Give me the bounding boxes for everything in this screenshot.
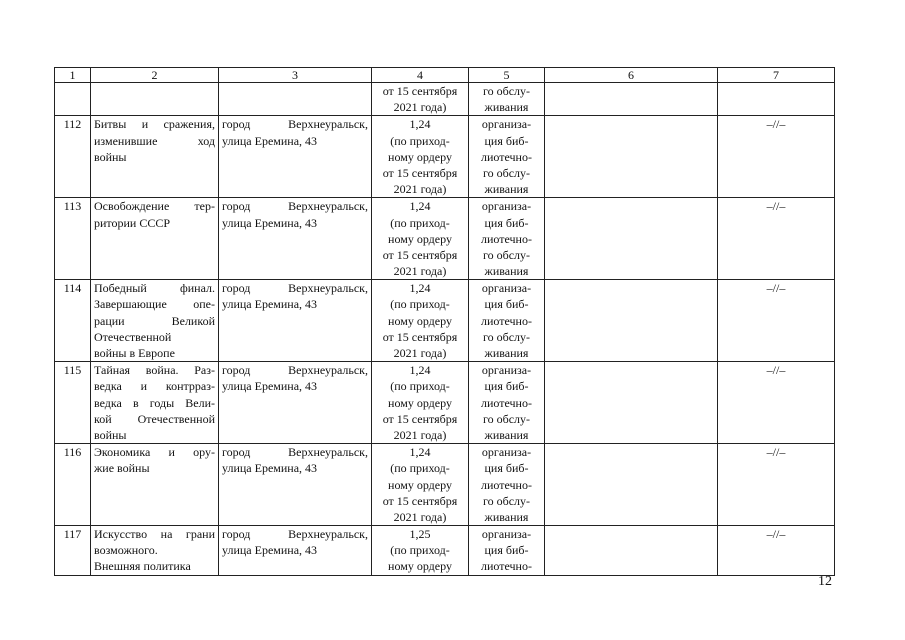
cell-line: ному ордеру (388, 231, 452, 246)
cell-line: 1,24 (409, 117, 431, 132)
basis-cell (469, 526, 545, 576)
cell-line: го обслу- (482, 411, 531, 426)
cell-line: улица Еремина, 43 (222, 461, 318, 476)
header-row (55, 68, 835, 83)
cost-cell (372, 526, 469, 576)
address (219, 362, 372, 444)
column-header-5: 5 (469, 68, 545, 83)
basis-cell (469, 116, 545, 198)
cell-line: ция биб- (484, 379, 529, 394)
address (219, 83, 372, 116)
cell-line: ному ордеру (388, 395, 452, 410)
cell-line: улица Еремина, 43 (222, 133, 318, 148)
exhibition-name (91, 526, 219, 576)
cell-line: организа- (481, 363, 532, 378)
cell-line: (по приход- (390, 379, 450, 394)
cell-line: ному ордеру (388, 559, 452, 574)
address (219, 526, 372, 576)
cell-line: го обслу- (482, 329, 531, 344)
cell-line: город Верхнеуральск, (222, 117, 368, 132)
cell-line: город Верхнеуральск, (222, 199, 368, 214)
cell-line: ному ордеру (388, 149, 452, 164)
cell-line: Освобождение тер- (94, 199, 215, 214)
cell-line: 2021 года) (393, 100, 447, 115)
cell-line: лиотечно- (481, 149, 532, 164)
cell-line: 1,24 (409, 199, 431, 214)
exhibition-name (91, 444, 219, 526)
cell-line: го обслу- (482, 493, 531, 508)
document-table (54, 67, 835, 576)
cell-line: город Верхнеуральск, (222, 527, 368, 542)
row-number: 113 (55, 198, 91, 280)
address (219, 444, 372, 526)
column-6-cell (545, 362, 718, 444)
row-number: 114 (55, 280, 91, 362)
cell-line: Победный финал. (94, 281, 215, 296)
cell-line: организа- (481, 117, 532, 132)
table-row (55, 526, 835, 576)
cell-line: ному ордеру (388, 313, 452, 328)
cell-line: (по приход- (390, 543, 450, 558)
column-6-cell (545, 280, 718, 362)
cell-line: от 15 сентября (382, 493, 458, 508)
cell-line: го обслу- (482, 247, 531, 262)
cell-line: организа- (481, 199, 532, 214)
cell-line: город Верхнеуральск, (222, 445, 368, 460)
basis-cell (469, 83, 545, 116)
column-header-2: 2 (91, 68, 219, 83)
cell-line: лиотечно- (481, 395, 532, 410)
exhibition-name (91, 116, 219, 198)
cell-line: 1,24 (409, 281, 431, 296)
cell-line: ритории СССР (94, 215, 171, 230)
cell-line: 2021 года) (393, 264, 447, 279)
cell-line: живания (484, 264, 529, 279)
table-row (55, 362, 835, 444)
column-header-4: 4 (372, 68, 469, 83)
cell-line: (по приход- (390, 133, 450, 148)
cell-line: ция биб- (484, 133, 529, 148)
cell-line: рации Великой (94, 313, 215, 328)
cell-line: от 15 сентября (382, 165, 458, 180)
exhibition-name (91, 362, 219, 444)
cell-line: организа- (481, 527, 532, 542)
basis-cell (469, 280, 545, 362)
cell-line: го обслу- (482, 84, 531, 98)
cell-line: от 15 сентября (382, 247, 458, 262)
cell-line: ведка и контрраз- (94, 379, 215, 394)
cell-line: Отечественной (94, 329, 172, 344)
column-6-cell (545, 526, 718, 576)
column-header-7: 7 (718, 68, 835, 83)
column-7-cell: –//– (718, 116, 835, 198)
cell-line: изменившие ход (94, 133, 215, 148)
table-row (55, 116, 835, 198)
cell-line: от 15 сентября (382, 329, 458, 344)
cell-line: Тайная война. Раз- (94, 363, 215, 378)
row-number: 115 (55, 362, 91, 444)
column-7-cell (718, 83, 835, 116)
table-body (55, 68, 835, 576)
table-row (55, 280, 835, 362)
cell-line: организа- (481, 281, 532, 296)
cell-line: живания (484, 427, 529, 442)
cell-line: 2021 года) (393, 427, 447, 442)
column-7-cell: –//– (718, 198, 835, 280)
column-header-6: 6 (545, 68, 718, 83)
cell-line: улица Еремина, 43 (222, 379, 318, 394)
cell-line: ция биб- (484, 215, 529, 230)
cell-line: (по приход- (390, 461, 450, 476)
exhibition-name (91, 280, 219, 362)
cell-line: (по приход- (390, 215, 450, 230)
cell-line: войны в Европе (94, 346, 175, 360)
cell-line: живания (484, 100, 529, 115)
column-6-cell (545, 116, 718, 198)
table-row (55, 198, 835, 280)
cell-line: (по приход- (390, 297, 450, 312)
cell-line: Завершающие опе- (94, 297, 215, 312)
cell-line: кой Отечественной (94, 411, 215, 426)
cell-line: Искусство на грани (94, 527, 215, 542)
cell-line: лиотечно- (481, 231, 532, 246)
column-6-cell (545, 444, 718, 526)
cost-cell (372, 444, 469, 526)
address (219, 280, 372, 362)
address (219, 198, 372, 280)
exhibition-name (91, 83, 219, 116)
table-row (55, 83, 835, 116)
cell-line: живания (484, 509, 529, 524)
cell-line: от 15 сентября (382, 84, 458, 98)
cell-line: го обслу- (482, 165, 531, 180)
column-7-cell: –//– (718, 362, 835, 444)
cell-line: 1,24 (409, 445, 431, 460)
cell-line: жие войны (94, 461, 150, 476)
cell-line: улица Еремина, 43 (222, 215, 318, 230)
cost-cell (372, 362, 469, 444)
row-number: 112 (55, 116, 91, 198)
cell-line: войны (94, 149, 127, 164)
cell-line: лиотечно- (481, 313, 532, 328)
cell-line: город Верхнеуральск, (222, 363, 368, 378)
cell-line: возможного. (94, 543, 158, 558)
cell-line: Внешняя политика (94, 559, 191, 574)
cell-line: 2021 года) (393, 509, 447, 524)
column-7-cell: –//– (718, 444, 835, 526)
column-7-cell: –//– (718, 526, 835, 576)
row-number (55, 83, 91, 116)
cell-line: 2021 года) (393, 182, 447, 197)
cell-line: от 15 сентября (382, 411, 458, 426)
basis-cell (469, 198, 545, 280)
cell-line: живания (484, 346, 529, 360)
column-7-cell: –//– (718, 280, 835, 362)
cell-line: улица Еремина, 43 (222, 543, 318, 558)
cost-cell (372, 116, 469, 198)
exhibition-name (91, 198, 219, 280)
cost-cell (372, 280, 469, 362)
cell-line: город Верхнеуральск, (222, 281, 368, 296)
cell-line: ведка в годы Вели- (94, 395, 215, 410)
cost-cell (372, 83, 469, 116)
cell-line: ция биб- (484, 297, 529, 312)
basis-cell (469, 444, 545, 526)
cell-line: лиотечно- (481, 477, 532, 492)
cell-line: ция биб- (484, 543, 529, 558)
column-6-cell (545, 83, 718, 116)
cell-line: 1,24 (409, 363, 431, 378)
address (219, 116, 372, 198)
cell-line: живания (484, 182, 529, 197)
cell-line: ному ордеру (388, 477, 452, 492)
cell-line: 1,25 (409, 527, 431, 542)
cell-line: лиотечно- (481, 559, 532, 574)
column-header-3: 3 (219, 68, 372, 83)
cell-line: организа- (481, 445, 532, 460)
cell-line: Битвы и сражения, (94, 117, 215, 132)
column-6-cell (545, 198, 718, 280)
row-number: 116 (55, 444, 91, 526)
basis-cell (469, 362, 545, 444)
cell-line: 2021 года) (393, 346, 447, 360)
cell-line: войны (94, 427, 127, 442)
cell-line: ция биб- (484, 461, 529, 476)
page-number: 12 (818, 574, 832, 589)
cell-line: улица Еремина, 43 (222, 297, 318, 312)
column-header-1: 1 (55, 68, 91, 83)
row-number: 117 (55, 526, 91, 576)
table-row (55, 444, 835, 526)
cost-cell (372, 198, 469, 280)
cell-line: Экономика и ору- (94, 445, 215, 460)
